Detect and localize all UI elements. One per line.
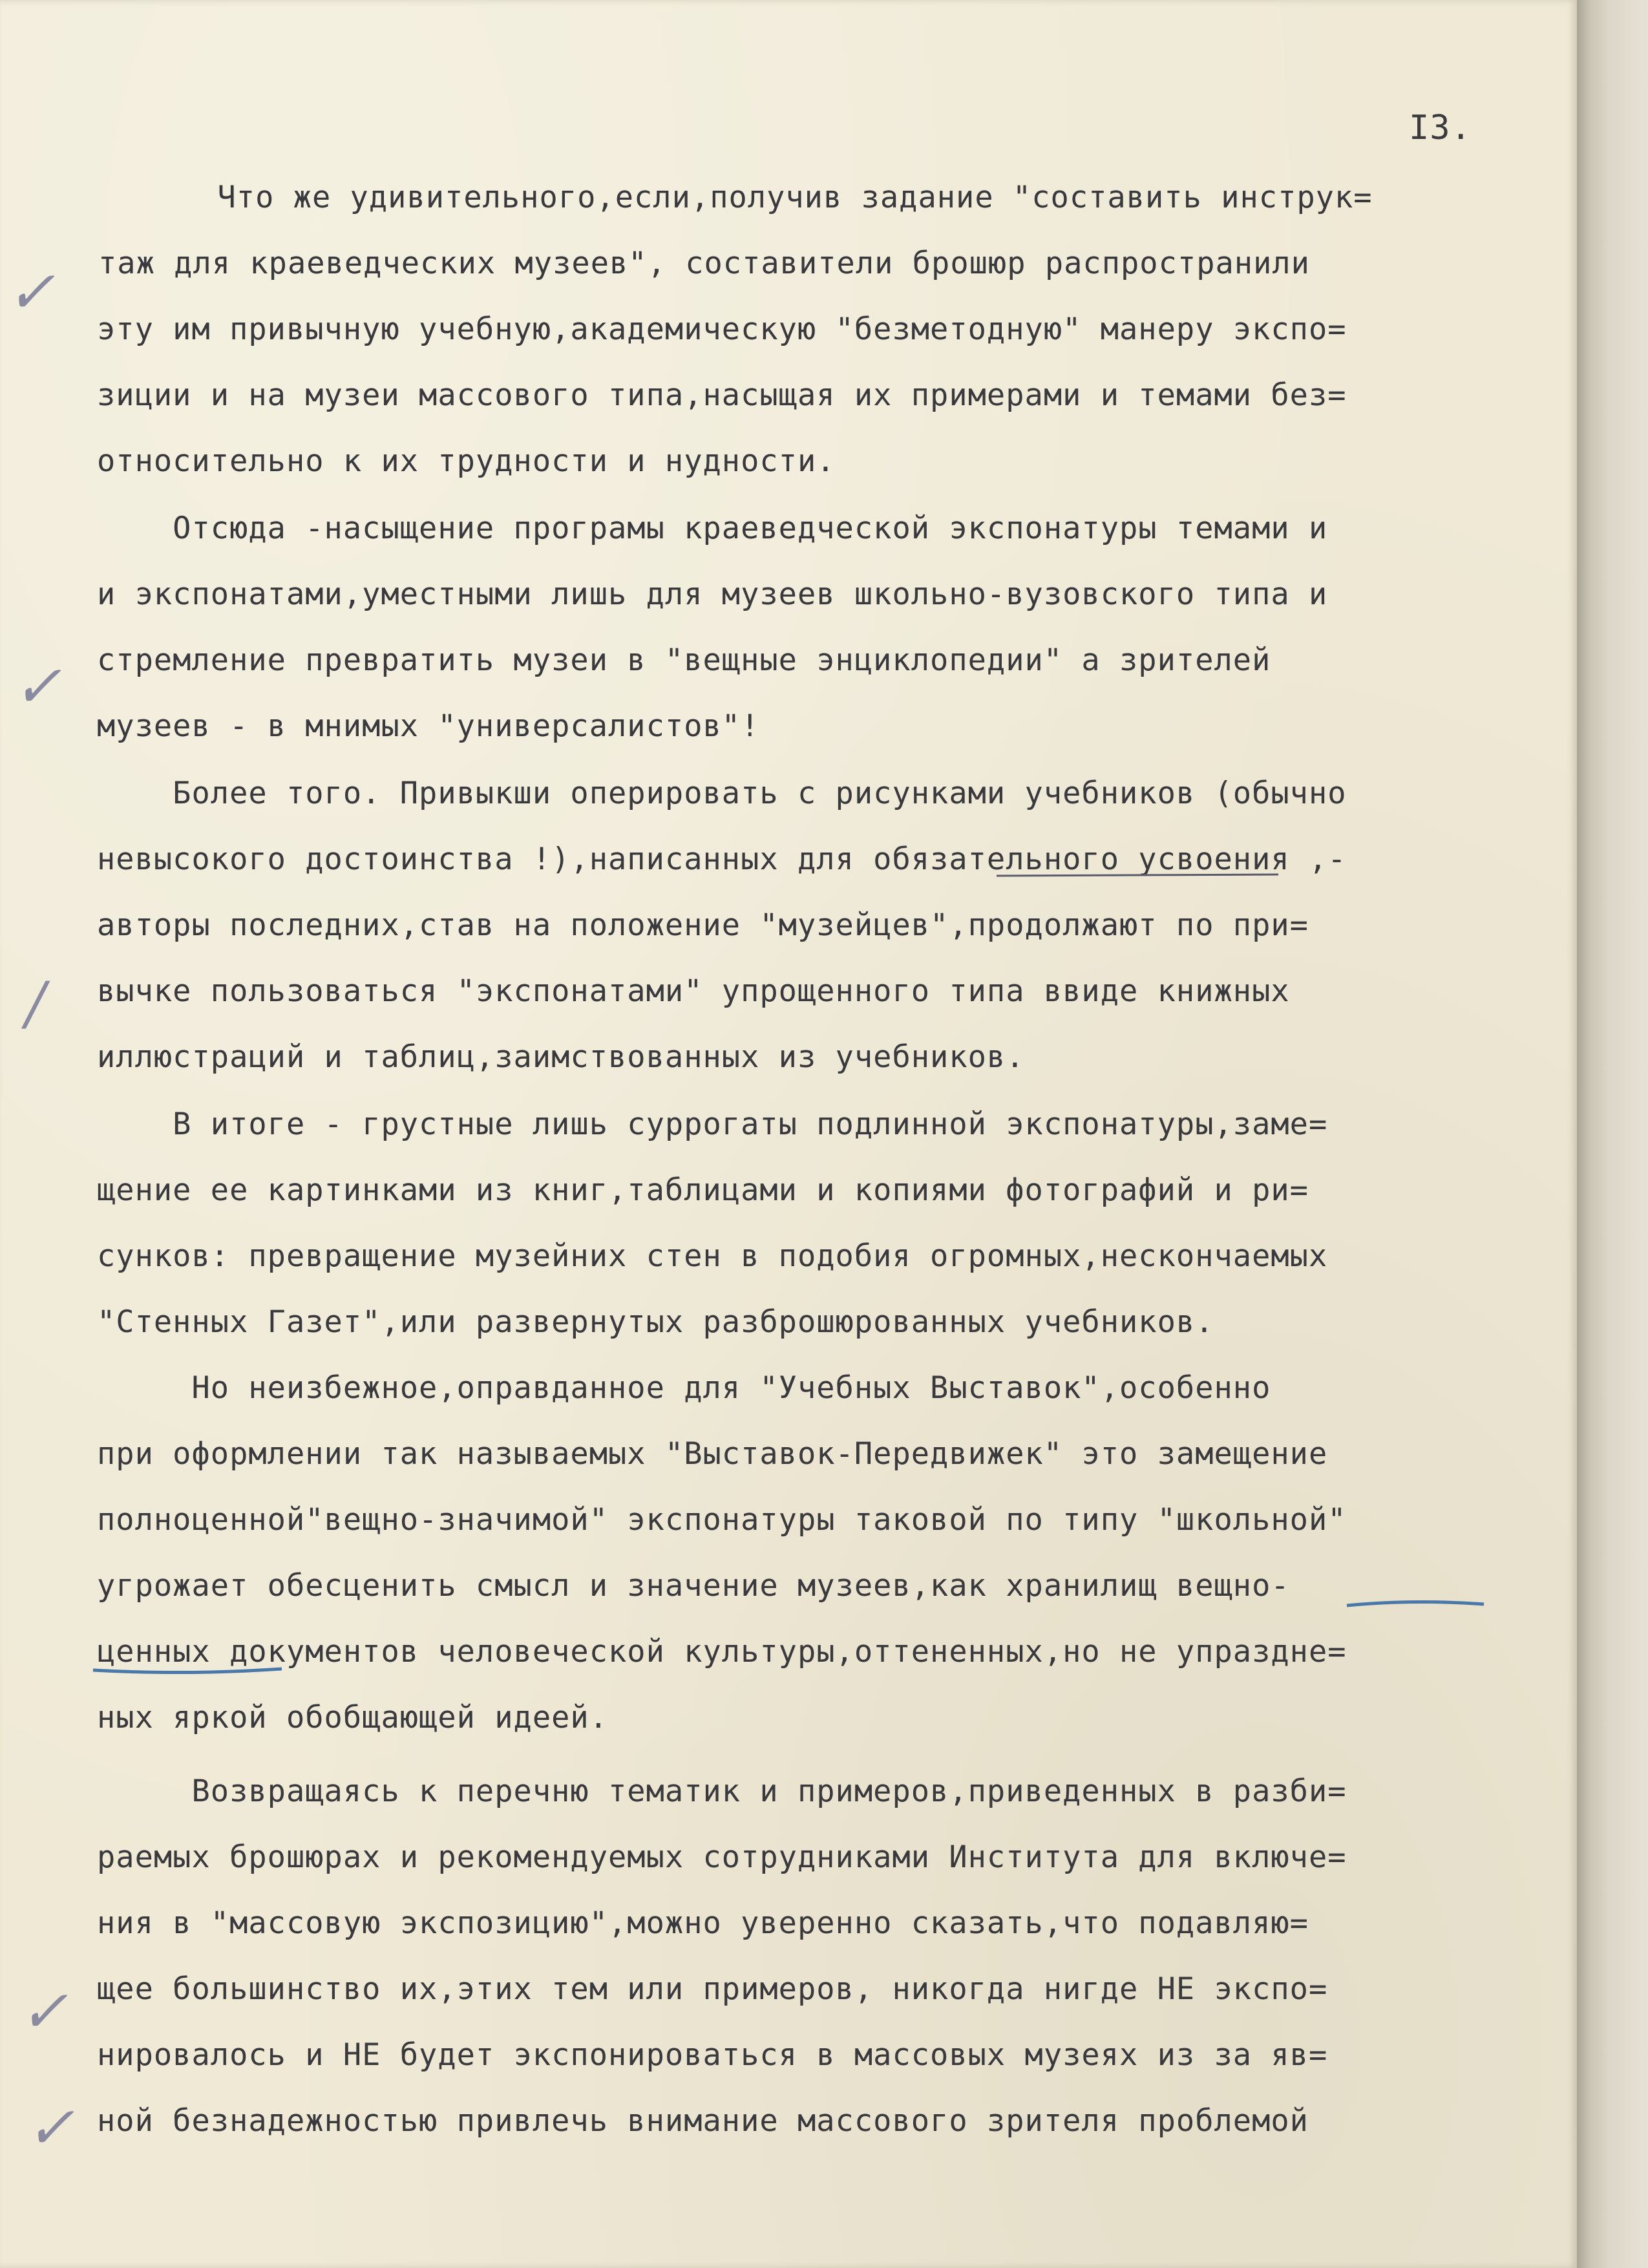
text-line-7: и экспонатами,уместными лишь для музеев школьно-вузовского типа и [97,577,1328,612]
text-line-21: полноценной"вещно-значимой" экспонатуры таковой по типу "школьной" [97,1502,1347,1538]
text-line-14: иллюстраций и таблиц,заимствованных из учебников. [97,1039,1025,1075]
text-line-15: В итоге - грустные лишь суррогаты подлинной экспонатуры,заме= [97,1107,1328,1142]
text-line-22: угрожает обесценить смысл и значение музеев,как хранилищ вещно- [97,1568,1290,1604]
margin-check-mark-2: ✓ [13,653,62,721]
page-number: I3. [1409,109,1472,147]
underline-mark-obligatory [995,869,1280,882]
margin-check-mark-4: ✓ [26,2094,75,2162]
text-line-23: ценных документов человеческой культуры,оттененных,но не упраздне= [97,1634,1347,1669]
margin-check-mark-3: ✓ [19,1978,69,2046]
text-line-6: Отсюда -насыщение програмы краеведческой экспонатуры темами и [97,511,1328,546]
text-line-12: авторы последних,став на положение "музейцев",продолжают по при= [97,907,1309,943]
text-line-24: ных яркой обобщающей идеей. [97,1700,609,1735]
text-line-9: музеев - в мнимых "универсалистов"! [97,708,760,744]
text-line-16: щение ее картинками из книг,таблицами и копиями фотографий и ри= [97,1172,1309,1208]
text-line-5: относительно к их трудности и нудности. [97,443,836,479]
text-line-27: ния в "массовую экспозицию",можно уверенно сказать,что подавляю= [97,1905,1309,1941]
text-line-19: Но неизбежное,оправданное для "Учебных Выставок",особенно [97,1370,1271,1406]
margin-slash-mark: / [26,970,46,1037]
text-line-17: сунков: превращение музейних стен в подобия огромных,нескончаемых [97,1238,1328,1274]
text-line-1: Что же удивительного,если,получив задание "составить инструк= [123,180,1373,215]
text-line-29: нировалось и НЕ будет экспонироваться в массовых музеях из за яв= [97,2037,1328,2073]
text-line-3: эту им привычную учебную,академическую "безметодную" манеру экспо= [97,312,1347,347]
text-line-28: щее большинство их,этих тем или примеров, никогда нигде НЕ экспо= [97,1971,1328,2007]
text-line-11: невысокого достоинства !),написанных для обязательного усвоения ,- [97,842,1347,877]
text-line-8: стремление превратить музеи в "вещные энциклопедии" а зрителей [97,642,1271,678]
text-line-18: "Стенных Газет",или развернутых разброшюрованных учебников. [97,1304,1214,1340]
text-line-26: раемых брошюрах и рекомендуемых сотрудниками Института для включе= [97,1839,1347,1875]
text-line-4: зиции и на музеи массового типа,насыщая их примерами и темами без= [97,377,1347,413]
text-line-20: при оформлении так называемых "Выставок-Передвижек" это замещение [97,1436,1328,1472]
blue-underline-mark [1344,1596,1486,1612]
text-line-25: Возвращаясь к перечню тематик и примеров,приведенных в разби= [97,1774,1347,1809]
text-line-30: ной безнадежностью привлечь внимание массового зрителя проблемой [97,2103,1309,2139]
margin-check-mark-1: ✓ [6,259,56,326]
page-edge-background [1577,0,1648,2268]
text-line-2: таж для краеведческих музеев", составители брошюр распространили [98,246,1310,281]
text-line-10: Более того. Привыкши оперировать с рисунками учебников (обычно [97,776,1347,811]
text-line-13: вычке пользоваться "экспонатами" упрощенного типа ввиде книжных [97,973,1290,1009]
blue-underline-mark-2 [90,1662,284,1678]
